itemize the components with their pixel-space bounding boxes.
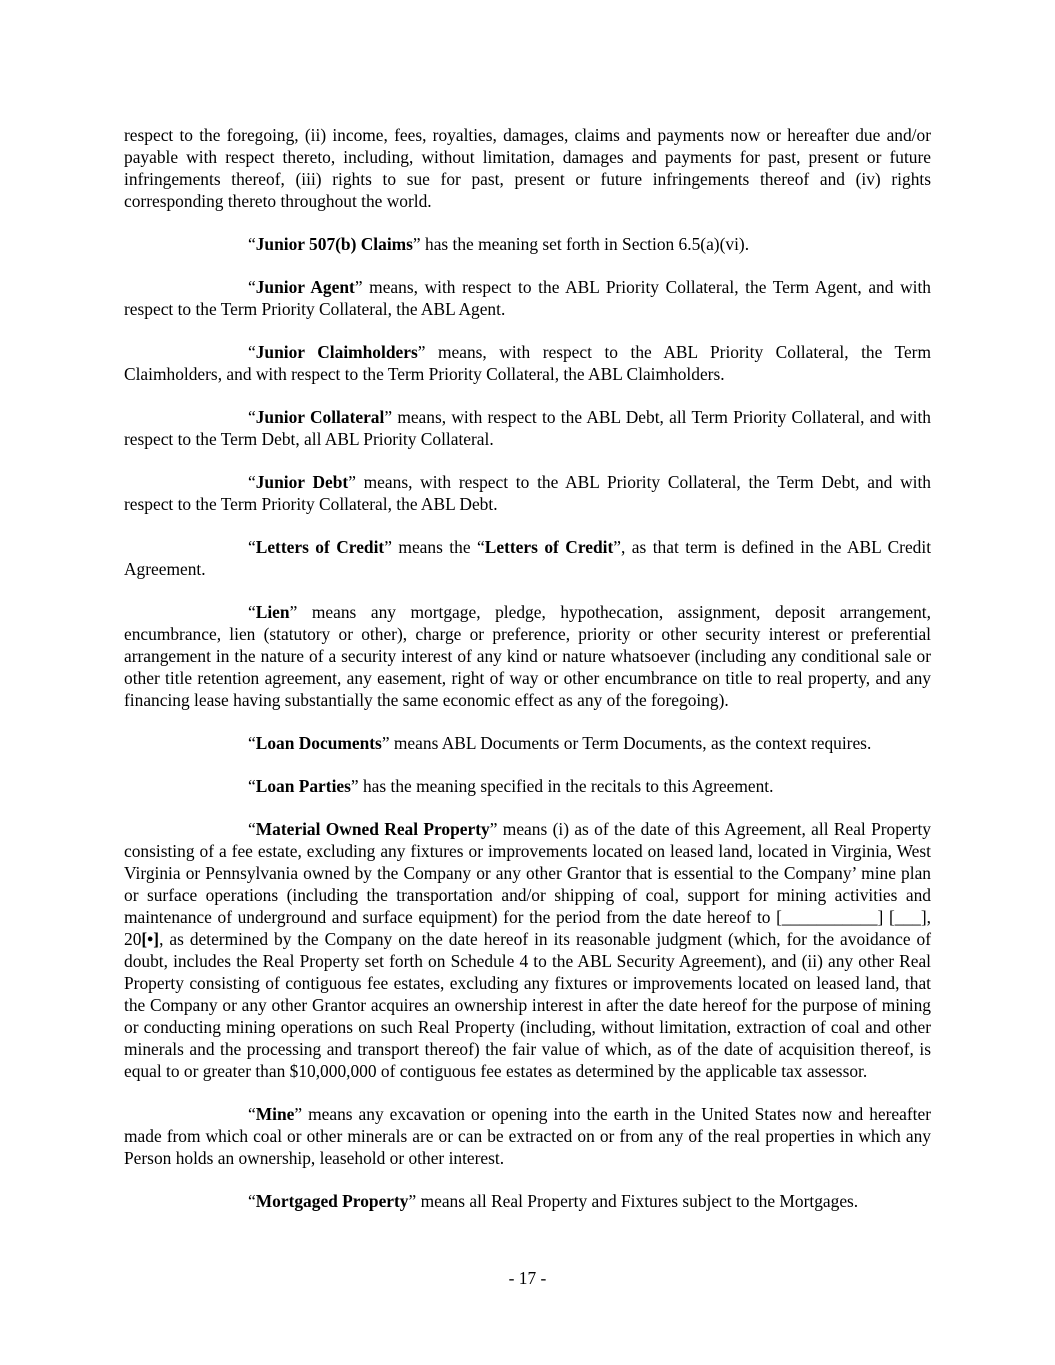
- defined-term: Junior Collateral: [255, 407, 385, 427]
- close-quote: ”: [289, 602, 298, 622]
- definition-junior-507b-claims: [124, 233, 931, 255]
- close-quote: ”: [412, 234, 421, 254]
- definition-mortgaged-property: [124, 1190, 931, 1212]
- intro-paragraph: respect to the foregoing, (ii) income, fees, royalties, damages, claims and payments now or hereafter due and/or payable with respect thereto, including, without limitation, damages and payments for past, present or future infringements thereof, (iii) rights to sue for past, present or future infringements thereof and (iv) rights corresponding thereto throughout the world.: [124, 125, 931, 211]
- close-quote: ”: [408, 1191, 417, 1211]
- open-quote: “: [248, 602, 256, 622]
- definition-mine: [124, 1103, 931, 1169]
- definition-text: means ABL Documents or Term Documents, as the context requires.: [389, 733, 872, 753]
- close-quote: ”: [384, 407, 393, 427]
- definition-junior-claimholders: [124, 341, 931, 385]
- definition-text: means, with respect to the ABL Priority Collateral, the Term Agent, and with respect to the Term Priority Collateral, the ABL Agent.: [124, 277, 931, 319]
- defined-term: Lien: [255, 602, 290, 622]
- open-quote: “: [248, 234, 256, 254]
- open-quote: “: [248, 1191, 256, 1211]
- definition-text-before: means the “: [391, 537, 485, 557]
- document-page: [124, 124, 931, 1233]
- definition-lien: [124, 601, 931, 711]
- close-quote: ”: [354, 277, 363, 297]
- defined-term: Junior 507(b) Claims: [255, 234, 413, 254]
- open-quote: “: [248, 733, 256, 753]
- defined-term: Letters of Credit: [255, 537, 385, 557]
- close-quote: ”: [489, 819, 498, 839]
- close-quote: ”: [294, 1104, 303, 1124]
- definition-text: means, with respect to the ABL Priority Collateral, the Term Debt, and with respect to the Term Priority Collateral, the ABL Debt.: [124, 472, 932, 514]
- definition-text: means all Real Property and Fixtures subject to the Mortgages.: [416, 1191, 859, 1211]
- definition-text: has the meaning specified in the recitals to this Agreement.: [358, 776, 774, 796]
- defined-term: Mortgaged Property: [255, 1191, 409, 1211]
- defined-term: Mine: [255, 1104, 295, 1124]
- definition-text: means any excavation or opening into the earth in the United States now and hereafter made from which coal or other minerals are or can be extracted on or from any of the real properties in which any Person holds an ownership, leasehold or other interest.: [124, 1104, 931, 1168]
- open-quote: “: [248, 472, 256, 492]
- definition-text: ”, as that term is defined in the ABL Credit Agreement.: [124, 537, 932, 579]
- definition-text: has the meaning set forth in Section 6.5(a)(vi).: [420, 234, 750, 254]
- open-quote: “: [248, 277, 256, 297]
- close-quote: ”: [384, 537, 392, 557]
- close-quote: ”: [348, 472, 356, 492]
- close-quote: ”: [381, 733, 390, 753]
- definition-text: , as determined by the Company on the date hereof in its reasonable judgment (which, for the avoidance of doubt, includes the Real Property set forth on Schedule 4 to the ABL Security Agreement), and (ii) any other Real Property consisting of contiguous fee estates, excluding any fixtures or improvements located on leased land, that the Company or any other Grantor acquires an ownership interest in after the date hereof for the purpose of mining or conducting mining operations on such Real Property (including, without limitation, extraction of coal and other minerals and the processing and transport thereof) the fair value of which, as of the date of acquisition thereof, is equal to or greater than $10,000,000 of contiguous fee estates as determined by the applicable tax assessor.: [124, 929, 931, 1081]
- defined-term: Junior Debt: [255, 472, 349, 492]
- definition-junior-debt: [124, 471, 931, 515]
- close-quote: ”: [350, 776, 359, 796]
- open-quote: “: [248, 407, 256, 427]
- open-quote: “: [248, 1104, 256, 1124]
- definition-junior-agent: [124, 276, 931, 320]
- definition-text: means, with respect to the ABL Priority Collateral, the Term Claimholders, and with respect to the Term Priority Collateral, the ABL Claimholders.: [124, 342, 931, 384]
- definition-loan-parties: [124, 775, 931, 797]
- definition-junior-collateral: [124, 406, 931, 450]
- definition-text: means, with respect to the ABL Debt, all Term Priority Collateral, and with respect to the Term Debt, all ABL Priority Collateral.: [124, 407, 931, 449]
- definition-material-owned-real-property: [124, 818, 931, 1082]
- defined-term: Junior Agent: [255, 277, 355, 297]
- open-quote: “: [248, 537, 256, 557]
- defined-term-reference: Letters of Credit: [484, 537, 614, 557]
- definition-letters-of-credit: [124, 536, 931, 580]
- definition-text-before: means (i) as of the date of this Agreement, all Real Property consisting of a fee estate, excluding any fixtures or improvements located on leased land, located in Virginia, West Virginia or Pennsylvania owned by the Company or any other Grantor that is essential to the Company’ mine plan or surface operations (including the transportation and/or shipping of coal, support for mining activities and maintenance of underground and surface equipment) for the period from the date hereof to [___________] [___], 20: [124, 819, 931, 949]
- definition-loan-documents: [124, 732, 931, 754]
- close-quote: ”: [417, 342, 426, 362]
- defined-term: Material Owned Real Property: [255, 819, 490, 839]
- open-quote: “: [248, 819, 256, 839]
- defined-term: Junior Claimholders: [255, 342, 418, 362]
- definition-text: means any mortgage, pledge, hypothecation, assignment, deposit arrangement, encumbrance, lien (statutory or other), charge or preference, priority or other security interest or preferential arrangement in the nature of a security interest of any kind or nature whatsoever (including any conditional sale or other title retention agreement, any easement, right of way or other encumbrance on title to real property, and any financing lease having substantially the same economic effect as any of the foregoing).: [124, 602, 931, 710]
- open-quote: “: [248, 776, 256, 796]
- page-number: - 17 -: [508, 1268, 547, 1288]
- defined-term: Loan Parties: [255, 776, 351, 796]
- open-quote: “: [248, 342, 256, 362]
- bold-placeholder-mark: [•]: [141, 929, 160, 949]
- defined-term: Loan Documents: [255, 733, 382, 753]
